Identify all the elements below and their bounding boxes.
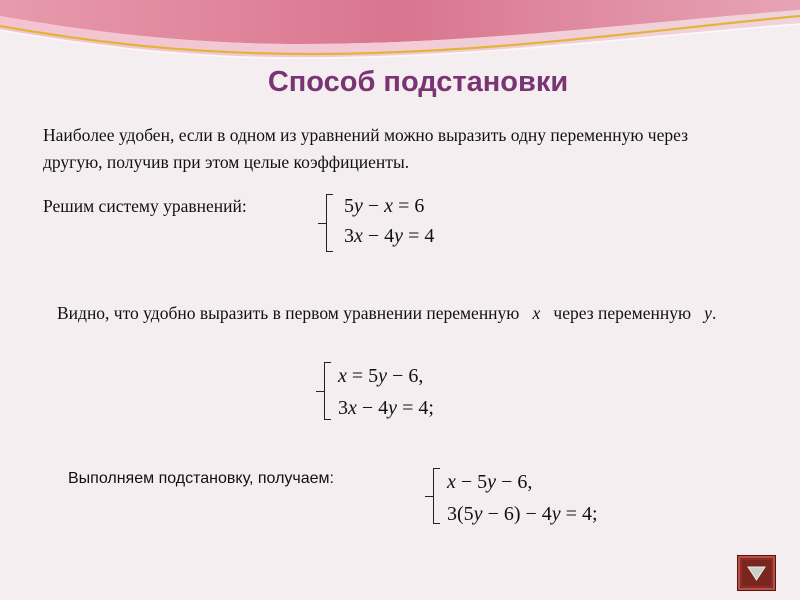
down-arrow-icon: [747, 564, 766, 582]
equation-line-1: x − 5y − 6,: [447, 471, 533, 493]
header-decoration: [0, 0, 800, 70]
equation-line-2: 3x − 4y = 4: [344, 225, 435, 247]
intro-text: Наиболее удобен, если в одном из уравнений можно выразить одну переменную через другую, получив при этом целые коэффициенты.: [43, 125, 689, 172]
equation-line-1: 5y − x = 6: [344, 195, 425, 217]
slide-title: Способ подстановки: [267, 66, 569, 98]
substitution-label: Выполняем подстановку, получаем:: [68, 470, 334, 487]
equation-line-2: 3(5y − 6) − 4y = 4;: [447, 503, 598, 525]
equation-line-2: 3x − 4y = 4;: [338, 397, 434, 419]
equation-line-1: x = 5y − 6,: [338, 365, 424, 387]
solve-label: Решим систему уравнений:: [43, 196, 247, 216]
next-slide-button[interactable]: [737, 555, 776, 591]
system-bracket: [433, 468, 434, 524]
system-bracket: [326, 194, 327, 252]
observation-text: Видно, что удобно выразить в первом уравнении переменную x через переменную y.: [57, 303, 717, 323]
system-bracket: [324, 362, 325, 420]
